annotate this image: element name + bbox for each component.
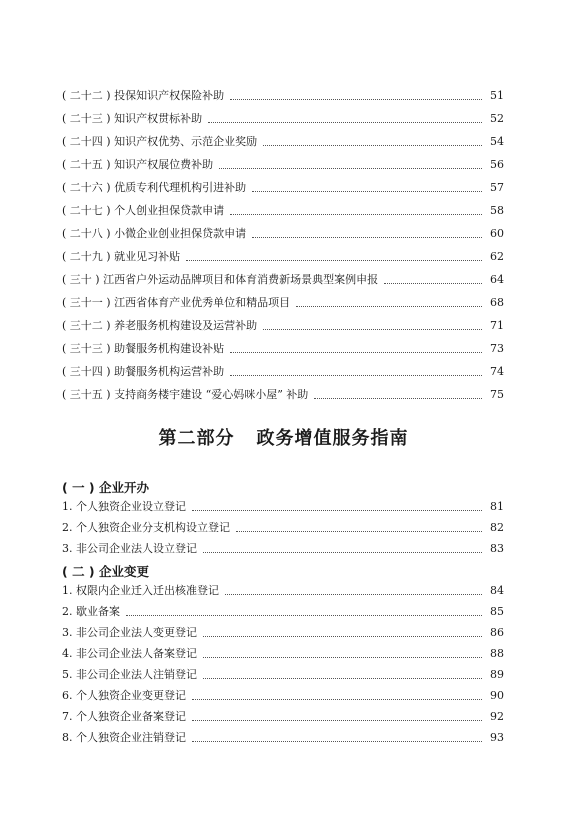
toc-row-label: ( 三十五 ) 支持商务楼宇建设 “爱心妈咪小屋” 补助 [62, 388, 309, 401]
leader-dots [203, 656, 482, 658]
toc-row[interactable] [62, 386, 504, 402]
toc-row-page: 88 [490, 647, 504, 660]
toc-row-page: 57 [490, 181, 504, 194]
toc-row-label: 4. 非公司企业法人备案登记 [62, 647, 197, 660]
toc-row-label: 7. 个人独资企业备案登记 [62, 710, 186, 723]
toc-row[interactable] [62, 110, 504, 126]
toc-row[interactable] [62, 582, 504, 598]
leader-dots [192, 719, 482, 721]
leader-dots [230, 98, 482, 100]
toc-row-label: 1. 权限内企业迁入迁出核准登记 [62, 584, 219, 597]
toc-row-label: 3. 非公司企业法人变更登记 [62, 626, 197, 639]
leader-dots [296, 305, 482, 307]
toc-row[interactable] [62, 156, 504, 172]
toc-row[interactable] [62, 179, 504, 195]
leader-dots [230, 213, 482, 215]
toc-row[interactable] [62, 340, 504, 356]
toc-row-page: 54 [490, 135, 504, 148]
toc-row-label: ( 二十八 ) 小微企业创业担保贷款申请 [62, 227, 247, 240]
leader-dots [252, 190, 482, 192]
section-heading: ( 二 ) 企业变更 [62, 564, 149, 579]
part-title [0, 424, 567, 450]
part-number: 第二部分 [158, 428, 235, 449]
toc-row-label: 6. 个人独资企业变更登记 [62, 689, 186, 702]
toc-row-label: ( 三十四 ) 助餐服务机构运营补助 [62, 365, 225, 378]
toc-row[interactable] [62, 271, 504, 287]
toc-row-page: 86 [490, 626, 504, 639]
toc-row[interactable] [62, 624, 504, 640]
toc-row-page: 51 [490, 89, 504, 102]
leader-dots [314, 397, 482, 399]
toc-row[interactable] [62, 519, 504, 535]
toc-row-label: ( 三十一 ) 江西省体育产业优秀单位和精品项目 [62, 296, 291, 309]
toc-row-label: 3. 非公司企业法人设立登记 [62, 542, 197, 555]
leader-dots [192, 509, 482, 511]
toc-row-label: ( 三十三 ) 助餐服务机构建设补贴 [62, 342, 225, 355]
toc-row[interactable] [62, 363, 504, 379]
toc-row-page: 71 [490, 319, 504, 332]
leader-dots [230, 351, 482, 353]
toc-row-page: 62 [490, 250, 504, 263]
toc-row-page: 58 [490, 204, 504, 217]
leader-dots [203, 635, 482, 637]
leader-dots [225, 593, 482, 595]
toc-row-label: ( 二十九 ) 就业见习补贴 [62, 250, 181, 263]
toc-row[interactable] [62, 498, 504, 514]
toc-row-page: 74 [490, 365, 504, 378]
toc-row-label: 8. 个人独资企业注销登记 [62, 731, 186, 744]
toc-row[interactable] [62, 225, 504, 241]
toc-row-page: 52 [490, 112, 504, 125]
toc-row[interactable] [62, 687, 504, 703]
toc-row-page: 56 [490, 158, 504, 171]
toc-row-page: 60 [490, 227, 504, 240]
leader-dots [203, 551, 482, 553]
toc-row[interactable] [62, 729, 504, 745]
toc-row-label: ( 三十 ) 江西省户外运动品牌项目和体育消费新场景典型案例申报 [62, 273, 379, 286]
toc-row-page: 90 [490, 689, 504, 702]
toc-row[interactable] [62, 202, 504, 218]
leader-dots [208, 121, 482, 123]
leader-dots [252, 236, 482, 238]
leader-dots [236, 530, 482, 532]
toc-row[interactable] [62, 87, 504, 103]
part-name: 政务增值服务指南 [256, 428, 409, 449]
toc-row-page: 73 [490, 342, 504, 355]
toc-row-label: ( 二十四 ) 知识产权优势、示范企业奖励 [62, 135, 258, 148]
toc-row-page: 81 [490, 500, 504, 513]
section-heading: ( 一 ) 企业开办 [62, 480, 149, 495]
leader-dots [192, 740, 482, 742]
leader-dots [203, 677, 482, 679]
toc-row-page: 75 [490, 388, 504, 401]
leader-dots [263, 328, 482, 330]
toc-row-label: ( 二十六 ) 优质专利代理机构引进补助 [62, 181, 247, 194]
toc-row-page: 82 [490, 521, 504, 534]
toc-row-page: 64 [490, 273, 504, 286]
toc-row-label: 2. 个人独资企业分支机构设立登记 [62, 521, 230, 534]
leader-dots [186, 259, 482, 261]
toc-row[interactable] [62, 133, 504, 149]
toc-row[interactable] [62, 294, 504, 310]
toc-row[interactable] [62, 666, 504, 682]
toc-row-page: 89 [490, 668, 504, 681]
toc-row-label: 5. 非公司企业法人注销登记 [62, 668, 197, 681]
toc-row[interactable] [62, 708, 504, 724]
toc-row-page: 92 [490, 710, 504, 723]
leader-dots [219, 167, 482, 169]
toc-row-label: ( 三十二 ) 养老服务机构建设及运营补助 [62, 319, 258, 332]
toc-row[interactable] [62, 603, 504, 619]
toc-row-page: 84 [490, 584, 504, 597]
toc-row[interactable] [62, 317, 504, 333]
toc-row-page: 85 [490, 605, 504, 618]
toc-row-label: ( 二十二 ) 投保知识产权保险补助 [62, 89, 225, 102]
toc-row-page: 93 [490, 731, 504, 744]
leader-dots [230, 374, 482, 376]
toc-row-label: ( 二十五 ) 知识产权展位费补助 [62, 158, 214, 171]
toc-row[interactable] [62, 540, 504, 556]
toc-row[interactable] [62, 248, 504, 264]
leader-dots [384, 282, 482, 284]
toc-row-page: 83 [490, 542, 504, 555]
leader-dots [192, 698, 482, 700]
toc-row[interactable] [62, 645, 504, 661]
toc-row-label: ( 二十七 ) 个人创业担保贷款申请 [62, 204, 225, 217]
toc-row-label: ( 二十三 ) 知识产权贯标补助 [62, 112, 203, 125]
toc-row-page: 68 [490, 296, 504, 309]
leader-dots [263, 144, 482, 146]
leader-dots [126, 614, 482, 616]
toc-row-label: 2. 歇业备案 [62, 605, 120, 618]
toc-row-label: 1. 个人独资企业设立登记 [62, 500, 186, 513]
